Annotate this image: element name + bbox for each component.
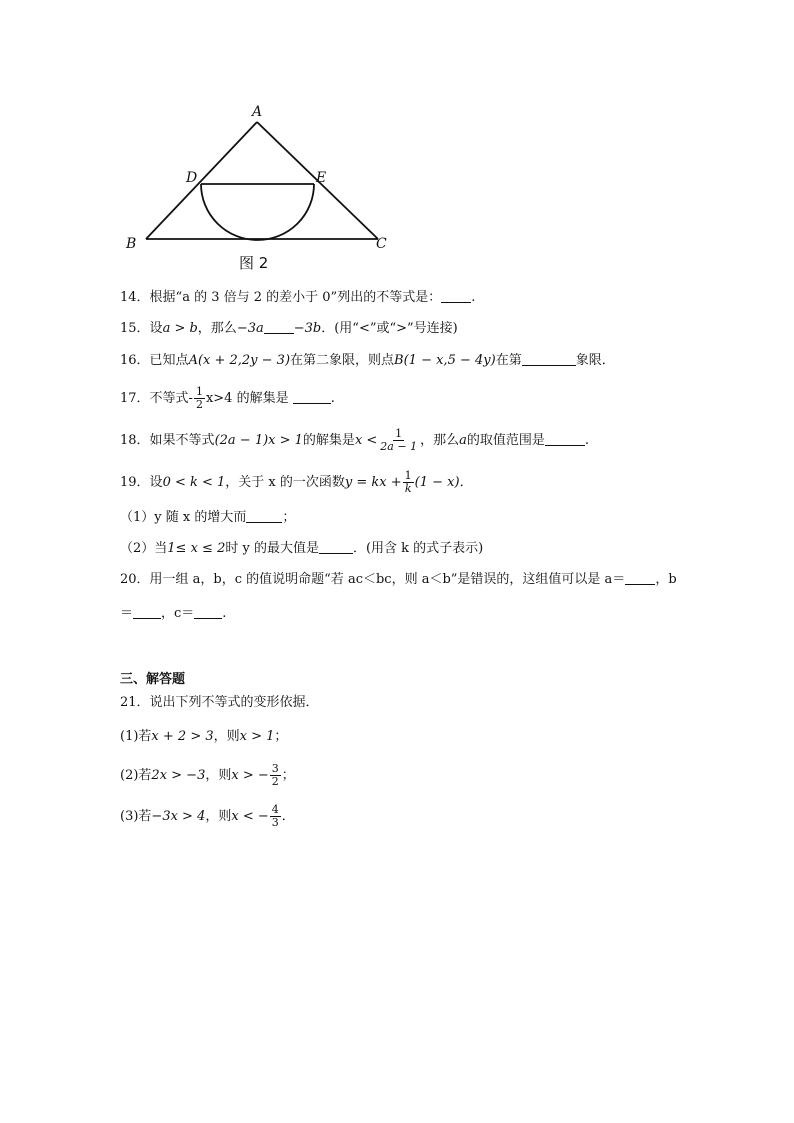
math-expression: −3x > 4	[151, 809, 206, 824]
text: 的解集是	[302, 433, 355, 448]
numerator: 1	[395, 427, 403, 440]
fraction	[270, 804, 281, 829]
semicircle-arc	[201, 184, 314, 240]
denominator: k	[404, 482, 412, 495]
text: ；	[274, 729, 288, 744]
fraction	[378, 428, 419, 453]
text: ；	[281, 768, 295, 783]
math-expression: x <	[354, 433, 378, 448]
fraction	[194, 386, 205, 411]
text: 设	[149, 321, 163, 336]
answer-blank[interactable]	[319, 539, 353, 554]
math-expression: (1 − x)	[414, 475, 460, 490]
question-text: 根据“a 的 3 倍与 2 的差小于 0”列出的不等式是：	[149, 290, 442, 305]
math-expression: A(x + 2,2y − 3)	[188, 353, 291, 368]
answer-blank[interactable]	[293, 389, 331, 404]
math-variable: a	[459, 433, 467, 448]
math-expression: B(1 − x,5 − 4y)	[394, 353, 496, 368]
text: 在第二象限，则点	[290, 353, 395, 368]
question-number: 18．	[120, 433, 150, 448]
question-21-part-2	[120, 763, 295, 788]
period: .	[330, 391, 335, 406]
answer-blank-a[interactable]	[625, 570, 655, 585]
text: ．	[281, 809, 295, 824]
math-expression: x + 2 > 3	[151, 729, 214, 744]
question-21-part-3	[120, 804, 295, 829]
math-expression: x > −	[231, 768, 269, 783]
question-18	[120, 428, 589, 453]
question-14	[120, 288, 475, 308]
denominator: 2	[271, 775, 279, 788]
numerator: 4	[271, 803, 279, 816]
numerator: 3	[271, 762, 279, 775]
text: ；	[282, 510, 296, 525]
question-19	[120, 470, 473, 495]
section-title: 三、解答题	[120, 672, 186, 687]
text: 如果不等式	[149, 433, 215, 448]
text: ，则	[205, 809, 232, 824]
question-20	[120, 570, 677, 590]
math-expression: −3a	[236, 321, 264, 336]
question-16	[120, 351, 615, 371]
math-expression: a > b	[162, 321, 198, 336]
label-a: A	[252, 104, 263, 120]
text: ．(用“<”或“>”号连接)	[321, 321, 458, 336]
numerator: 1	[195, 385, 203, 398]
answer-blank[interactable]	[441, 288, 471, 303]
period: .	[471, 290, 476, 305]
math-expression: x > 1	[239, 729, 275, 744]
text: 已知点	[149, 353, 189, 368]
numerator: 1	[404, 469, 412, 482]
math-expression: y = kx +	[344, 475, 402, 490]
answer-blank-c[interactable]	[194, 604, 222, 619]
text: ，则	[213, 729, 240, 744]
math-expression: 1≤ x ≤ 2	[167, 541, 226, 556]
label-d: D	[186, 170, 198, 186]
text: ，那么	[420, 433, 460, 448]
period: .	[222, 606, 227, 621]
text: (1)若	[120, 729, 152, 744]
answer-blank[interactable]	[264, 319, 294, 334]
math-expression: x < −	[231, 809, 269, 824]
text: ，c＝	[161, 606, 195, 621]
triangle-semicircle-figure	[120, 100, 410, 280]
math-expression: 0 < k < 1	[162, 475, 226, 490]
question-15	[120, 319, 458, 339]
question-number: 14．	[120, 290, 150, 305]
text: (2)若	[120, 768, 152, 783]
text: ．(用含 k 的式子表示)	[352, 541, 484, 556]
period: ．	[459, 475, 473, 490]
text: ，那么	[197, 321, 237, 336]
question-number: 16．	[120, 353, 150, 368]
denominator: 2a − 1	[380, 440, 418, 453]
figure-caption: 图 2	[239, 254, 269, 272]
label-c: C	[376, 236, 387, 252]
question-21	[120, 693, 319, 713]
math-expression: −3b	[293, 321, 322, 336]
text: 时 y 的最大值是	[225, 541, 319, 556]
math-expression: 2x > −3	[151, 768, 206, 783]
text: ，b	[655, 572, 677, 587]
text: ，关于 x 的一次函数	[225, 475, 345, 490]
period: .	[584, 433, 589, 448]
fraction	[270, 763, 281, 788]
question-17	[120, 386, 335, 411]
text: （1）y 随 x 的增大而	[120, 510, 247, 525]
answer-blank-b[interactable]	[133, 604, 161, 619]
side-ab	[146, 122, 257, 239]
question-number: 20．	[120, 572, 150, 587]
question-19-part-2	[120, 539, 483, 559]
question-21-part-1	[120, 727, 287, 747]
text: 在第	[495, 353, 522, 368]
question-20-line-2	[120, 604, 226, 624]
label-e: E	[316, 170, 327, 186]
text: 象限．	[575, 353, 615, 368]
fraction	[403, 470, 414, 495]
question-text: 用一组 a，b，c 的值说明命题“若 ac＜bc，则 a＜b”是错误的，这组值可以是 a＝	[149, 572, 626, 587]
text: ＝	[120, 606, 134, 621]
question-number: 15．	[120, 321, 150, 336]
label-b: B	[126, 236, 137, 252]
denominator: 3	[271, 816, 279, 829]
text: x>4 的解集是	[205, 391, 289, 406]
text: (3)若	[120, 809, 152, 824]
text: 设	[149, 475, 163, 490]
question-19-part-1	[120, 508, 295, 528]
answer-blank[interactable]	[545, 431, 585, 446]
question-number: 17．	[120, 391, 150, 406]
question-text: 说出下列不等式的变形依据．	[149, 695, 319, 710]
question-number: 19．	[120, 475, 150, 490]
text: ，则	[205, 768, 232, 783]
math-expression: (2a − 1)x > 1	[214, 433, 303, 448]
text: 不等式-	[149, 391, 193, 406]
text: （2）当	[120, 541, 168, 556]
answer-blank[interactable]	[246, 508, 282, 523]
question-number: 21．	[120, 695, 150, 710]
denominator: 2	[195, 398, 203, 411]
text: 的取值范围是	[466, 433, 545, 448]
answer-blank[interactable]	[522, 351, 576, 366]
